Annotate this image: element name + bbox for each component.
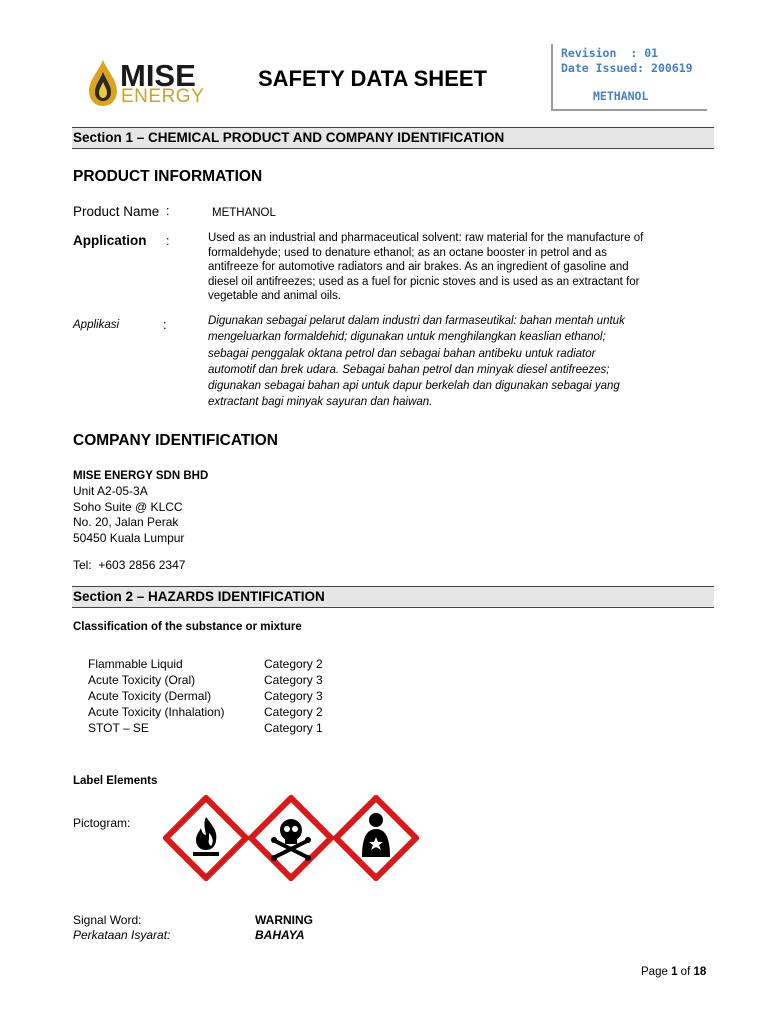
hazard-name: Acute Toxicity (Dermal) — [88, 689, 212, 703]
applikasi-colon: : — [163, 318, 167, 332]
signal-word-value: WARNING — [255, 913, 313, 927]
classification-heading: Classification of the substance or mixture — [73, 621, 302, 633]
address-line: Soho Suite @ KLCC — [73, 499, 183, 514]
section-2-bar — [72, 586, 714, 608]
header-divider-vertical — [551, 44, 553, 110]
application-line: diesel oil antifreezes; used as a fuel for picnic stoves and is used as an extractant for — [208, 275, 640, 288]
revision-block — [561, 46, 693, 76]
product-name-label: Product Name — [73, 204, 160, 219]
application-line: vegetable and animal oils. — [208, 290, 341, 302]
signal-word-value-malay: BAHAYA — [255, 928, 305, 942]
company-identification-heading: COMPANY IDENTIFICATION — [73, 432, 278, 449]
hazard-name: STOT – SE — [88, 721, 149, 735]
hazard-row — [88, 672, 323, 688]
logo-word-mise: MISE — [120, 58, 196, 93]
hazard-row — [88, 688, 323, 704]
applikasi-line: automotif dan brek udara. Sebagai bahan petrol dan minyak diesel antifreezes; — [208, 363, 610, 376]
application-label: Application — [73, 233, 147, 248]
applikasi-line: extractant bagi minyak sayuran dan haiwan. — [208, 396, 433, 409]
label-elements-heading: Label Elements — [73, 775, 158, 787]
flame-icon — [163, 795, 249, 881]
page-number — [641, 966, 706, 978]
hazard-category: Category 2 — [264, 657, 323, 671]
section-2-title: Section 2 – HAZARDS IDENTIFICATION — [73, 589, 325, 604]
health-hazard-icon — [333, 795, 419, 881]
skull-crossbones-icon — [248, 795, 334, 881]
section-1-bar — [72, 127, 714, 149]
hazard-name: Acute Toxicity (Inhalation) — [88, 705, 225, 719]
applikasi-line: sebagai penggalak oktana petrol dan sebagai bahan antibeku untuk radiator — [208, 347, 596, 360]
application-line: Used as an industrial and pharmaceutical solvent: raw material for the manufacture of — [208, 232, 644, 244]
applikasi-line: digunakan sebagai bahan api untuk dapur berkelah dan digunakan sebagai yang — [208, 380, 620, 393]
application-line: formaldehyde; used to denature ethanol; as an octane booster in petrol and as — [208, 246, 607, 259]
hazard-category: Category 1 — [264, 721, 323, 735]
address-line: Unit A2-05-3A — [73, 484, 148, 498]
signal-word-label-malay: Perkataan Isyarat: — [73, 928, 171, 942]
hazard-category: Category 3 — [264, 673, 323, 687]
hazard-category: Category 3 — [264, 689, 323, 703]
pictogram-label: Pictogram: — [73, 816, 131, 830]
hazard-row — [88, 720, 323, 736]
hazard-row — [88, 704, 323, 720]
hazard-name: Acute Toxicity (Oral) — [88, 673, 196, 687]
page-prefix: Page — [641, 966, 668, 978]
date-issued-value: : 200619 — [637, 61, 693, 75]
page-of: of — [680, 966, 691, 978]
logo-word-energy: ENERGY — [121, 86, 205, 107]
page-current: 1 — [671, 966, 678, 978]
applikasi-text — [208, 313, 708, 411]
hazard-name: Flammable Liquid — [88, 657, 183, 671]
header-divider-horizontal — [551, 109, 707, 111]
hazard-row — [88, 656, 323, 672]
company-address — [73, 484, 184, 546]
hazard-classification-list — [88, 656, 323, 736]
product-name-value: METHANOL — [212, 207, 276, 219]
address-line: No. 20, Jalan Perak — [73, 515, 179, 529]
hazard-category: Category 2 — [264, 705, 323, 719]
applikasi-line: Digunakan sebagai pelarut dalam industri dan farmaseutikal: bahan mentah untuk — [208, 315, 625, 327]
product-information-heading: PRODUCT INFORMATION — [73, 168, 263, 185]
address-line: 50450 Kuala Lumpur — [73, 530, 185, 545]
applikasi-line: mengeluarkan formaldehid; digunakan untuk menghilangkan keaslian ethanol; — [208, 331, 606, 344]
application-colon: : — [166, 234, 170, 248]
company-logo — [86, 58, 210, 108]
revision-value: : 01 — [630, 46, 659, 60]
applikasi-label: Applikasi — [73, 319, 120, 331]
product-name-colon: : — [166, 204, 170, 218]
flame-drop-logo-icon — [86, 58, 120, 108]
company-telephone: Tel: +603 2856 2347 — [73, 558, 186, 572]
header-product-tag: METHANOL — [593, 89, 649, 103]
revision-label: Revision — [561, 46, 617, 60]
date-issued-label: Date Issued — [561, 61, 638, 75]
application-line: antifreeze for automotive radiators and air brakes. As an ingredient of gasoline and — [208, 261, 629, 273]
application-text — [208, 231, 708, 304]
document-title: SAFETY DATA SHEET — [258, 66, 487, 91]
section-1-title: Section 1 – CHEMICAL PRODUCT AND COMPANY IDENTIFICATION — [73, 130, 505, 145]
company-name: MISE ENERGY SDN BHD — [73, 470, 209, 482]
page-total: 18 — [693, 966, 707, 978]
signal-word-label: Signal Word: — [73, 913, 142, 927]
